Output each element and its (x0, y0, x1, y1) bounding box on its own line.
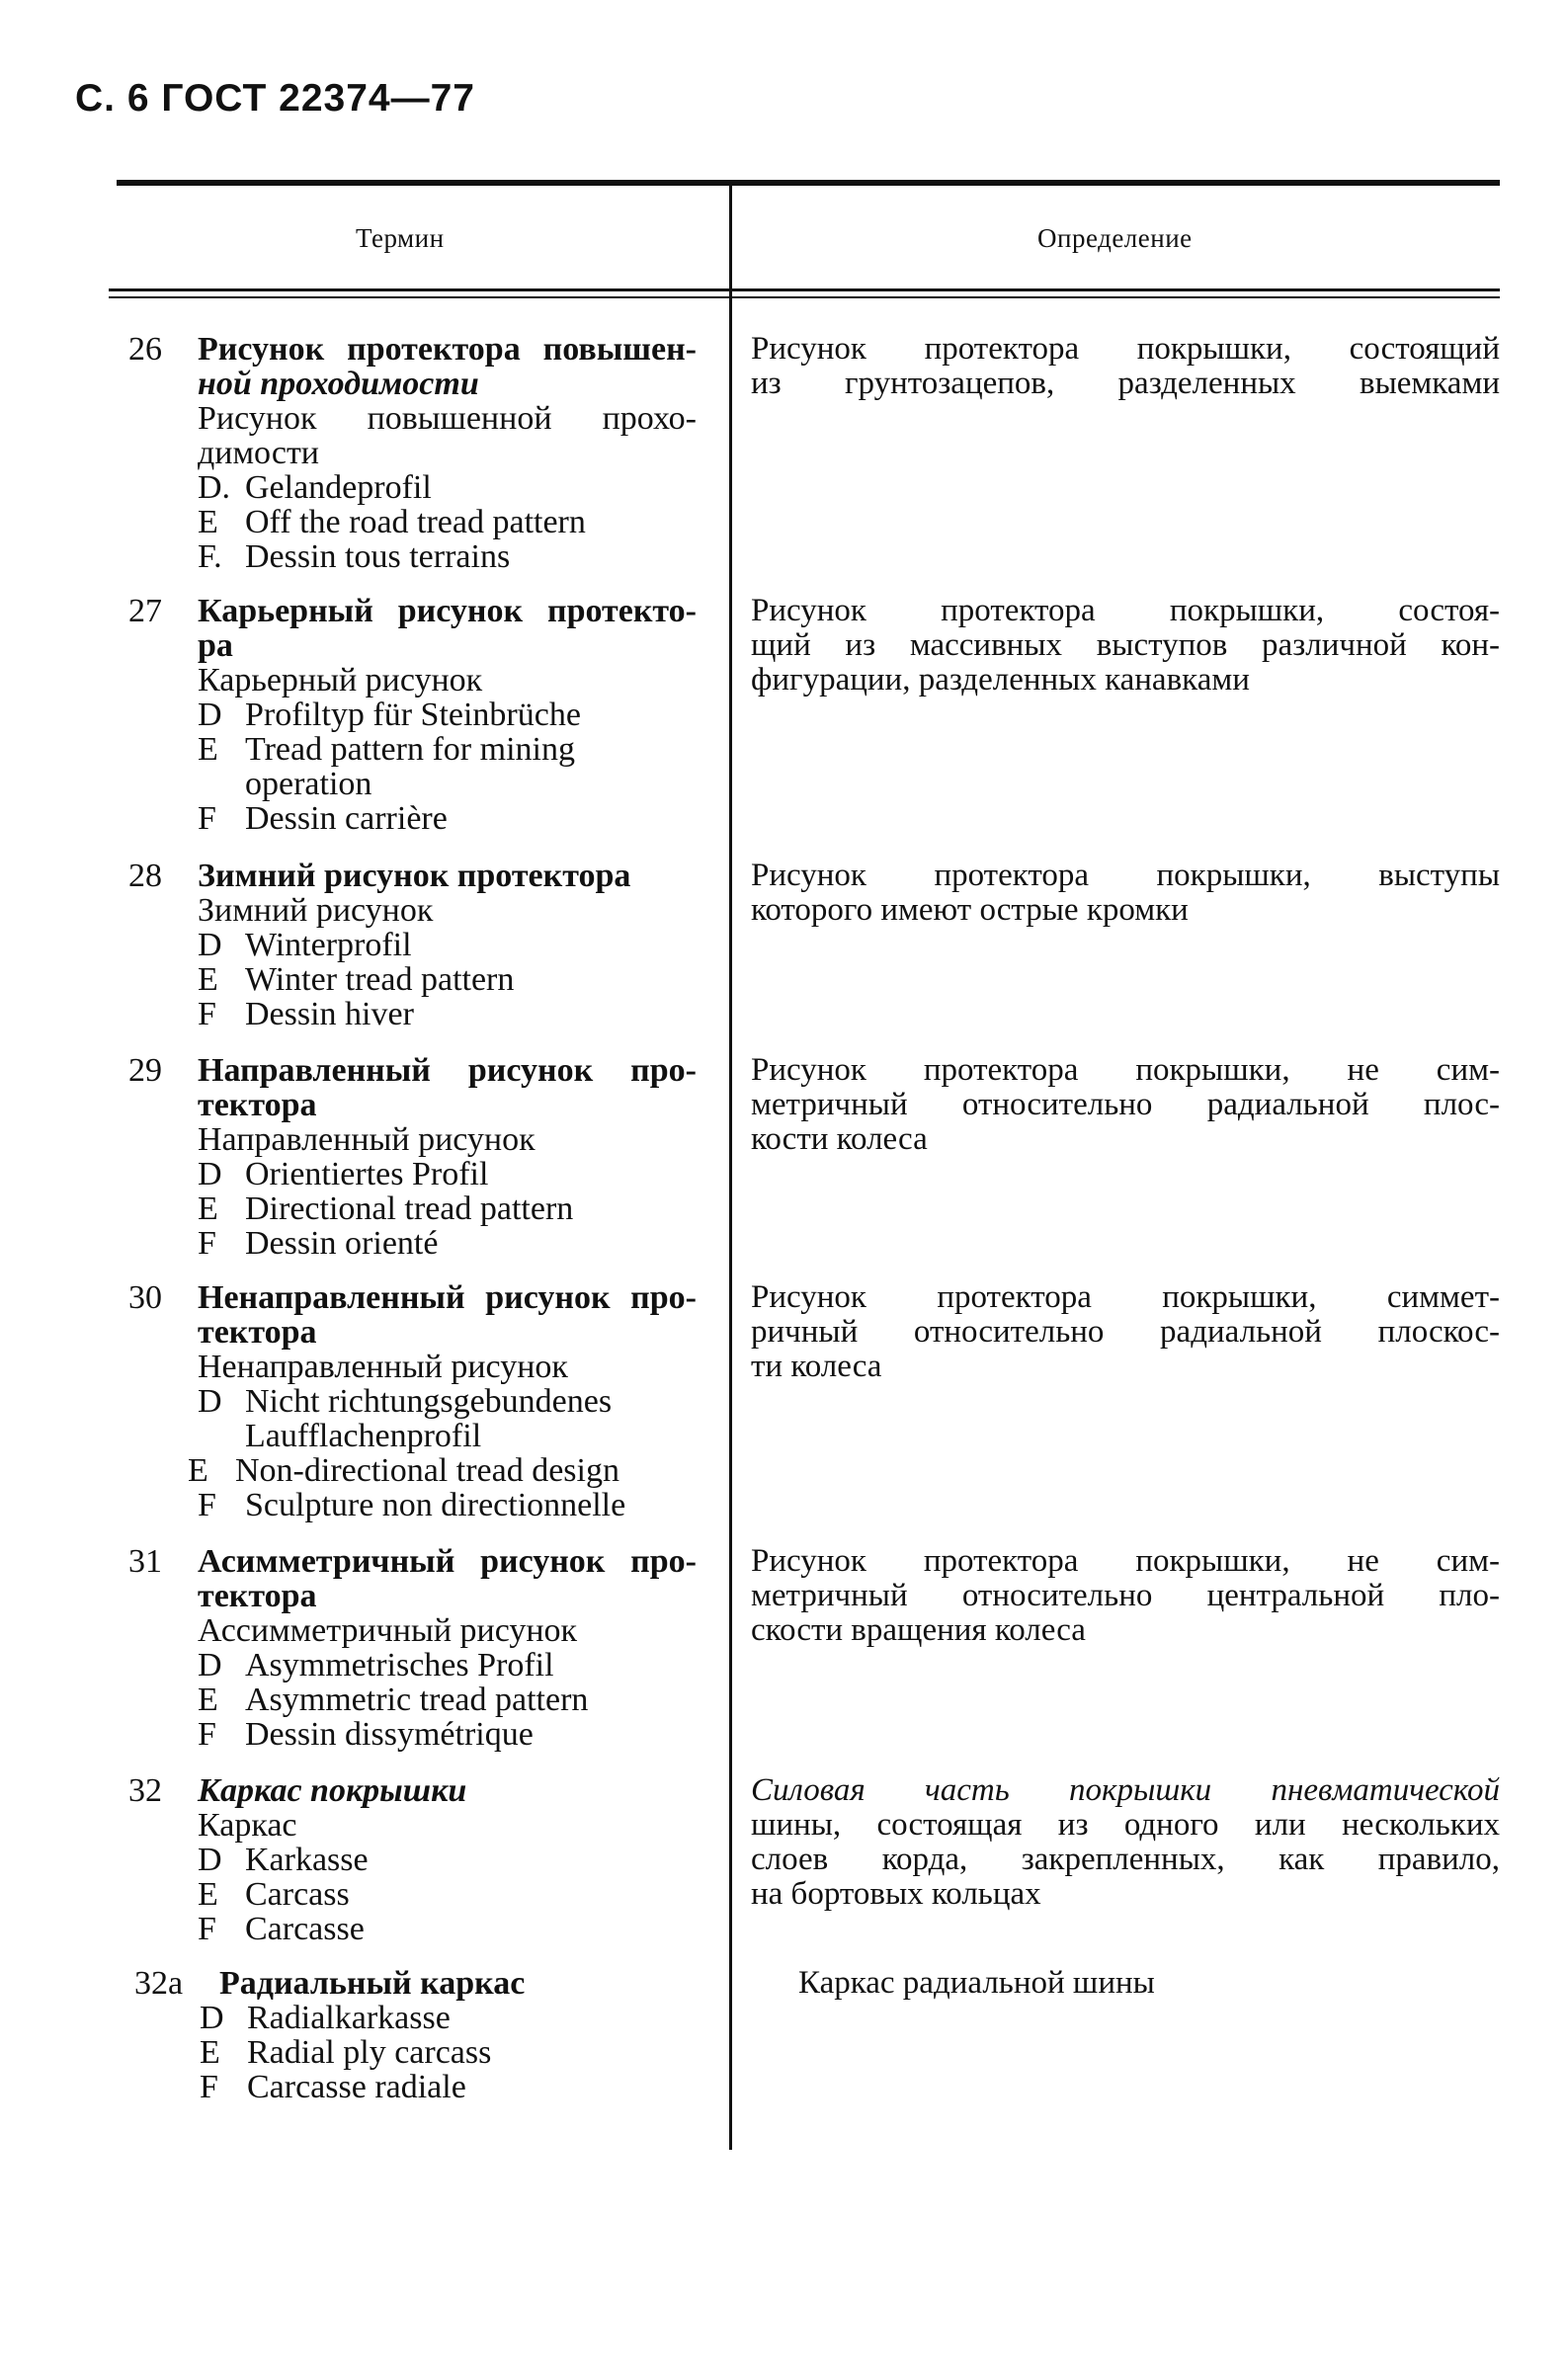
definition-block (751, 1773, 1500, 1912)
lang-equivalent: D Nicht richtungsgebundenes (198, 1383, 613, 1420)
definition-line: ричный относительно радиальной плоскос- (751, 1314, 1500, 1350)
term-block (198, 1053, 697, 1261)
definition-block (751, 332, 1500, 401)
entry-number: 30 (128, 1279, 162, 1316)
lang-equivalent: E Non-directional tread design (188, 1452, 619, 1489)
term-title: Ненаправленный рисунок про- (198, 1279, 697, 1316)
definition-line: шины, состоящая из одного или нескольких (751, 1807, 1500, 1843)
lang-equivalent: E Directional tread pattern (198, 1190, 574, 1227)
definition-line: на бортовых кольцах (751, 1876, 1041, 1912)
lang-equivalent: F Dessin dissymétrique (198, 1716, 534, 1753)
entry-number: 28 (128, 858, 162, 894)
definition-line: щий из массивных выступов различной кон- (751, 627, 1500, 663)
entry-number: 32а (134, 1965, 184, 2002)
lang-equivalent: F Dessin carrière (198, 800, 448, 837)
definition-block (751, 1280, 1500, 1384)
definition-line: Силовая часть покрышки пневматической (751, 1772, 1500, 1808)
header-double-rule-upper (109, 288, 1500, 291)
term-block (198, 332, 697, 574)
definition-line: фигурации, разделенных канавками (751, 662, 1250, 698)
lang-equivalent: D Profiltyp für Steinbrüche (198, 697, 581, 733)
entry-number: 27 (128, 593, 162, 629)
definition-line: метричный относительно радиальной плос- (751, 1087, 1500, 1122)
lang-equivalent: E Asymmetric tread pattern (198, 1682, 589, 1718)
term-block (198, 1544, 697, 1752)
lang-equivalent: F Dessin orienté (198, 1225, 439, 1262)
term-synonym: Ассимметричный рисунок (198, 1612, 578, 1649)
lang-equivalent: D. Gelandeprofil (198, 469, 432, 506)
definition-block (751, 1544, 1500, 1648)
definition-block (751, 859, 1500, 928)
definition-line: слоев корда, закрепленных, как правило, (751, 1842, 1500, 1877)
definition-line: Рисунок протектора покрышки, симмет- (751, 1279, 1500, 1315)
lang-equivalent: F. Dessin tous terrains (198, 538, 511, 575)
lang-equivalent: E Tread pattern for mining (198, 731, 575, 768)
term-synonym: Ненаправленный рисунок (198, 1349, 568, 1385)
lang-equivalent: F Carcasse (198, 1911, 365, 1947)
term-title: тектора (198, 1314, 317, 1351)
lang-equivalent: Laufflachenprofil (245, 1418, 482, 1454)
lang-equivalent: F Sculpture non directionnelle (198, 1487, 626, 1523)
column-divider (729, 186, 732, 2150)
term-block (198, 594, 697, 836)
lang-equivalent: F Carcasse radiale (200, 2069, 466, 2105)
term-block (200, 1965, 718, 2105)
table-top-rule (117, 180, 1500, 186)
lang-equivalent: D Radialkarkasse (200, 2000, 451, 2036)
lang-equivalent: D Karkasse (198, 1842, 369, 1878)
lang-equivalent: F Dessin hiver (198, 996, 414, 1032)
term-title: тектора (198, 1087, 317, 1123)
term-block (188, 1279, 697, 1523)
definition-line: Каркас радиальной шины (798, 1965, 1155, 2001)
definition-line: Рисунок протектора покрышки, состоя- (751, 593, 1500, 628)
lang-equivalent: E Radial ply carcass (200, 2034, 492, 2071)
term-synonym: Карьерный рисунок (198, 662, 483, 698)
entry-number: 26 (128, 331, 162, 368)
definition-block (751, 1053, 1500, 1157)
definition-line: Рисунок протектора покрышки, выступы (751, 858, 1500, 893)
definition-line: Рисунок протектора покрышки, не сим- (751, 1543, 1500, 1579)
term-synonym: Каркас (198, 1807, 297, 1844)
lang-equivalent: D Asymmetrisches Profil (198, 1647, 554, 1683)
term-title: Каркас покрышки (198, 1772, 467, 1809)
entry-number: 32 (128, 1772, 162, 1809)
lang-equivalent: E Winter tread pattern (198, 961, 515, 998)
term-block (198, 1773, 697, 1946)
lang-equivalent: operation (245, 766, 372, 802)
term-title: Карьерный рисунок протекто- (198, 593, 697, 629)
header-double-rule-lower (109, 296, 1500, 298)
term-synonym: Направленный рисунок (198, 1121, 536, 1158)
term-block (198, 859, 697, 1031)
term-title: Радиальный каркас (219, 1965, 526, 2002)
lang-equivalent: D Orientiertes Profil (198, 1156, 489, 1192)
lang-equivalent: D Winterprofil (198, 927, 412, 963)
lang-equivalent: E Carcass (198, 1876, 350, 1913)
definition-line: Рисунок протектора покрышки, не сим- (751, 1052, 1500, 1088)
term-title: ра (198, 627, 233, 664)
definition-line: скости вращения колеса (751, 1612, 1086, 1648)
term-synonym: Зимний рисунок (198, 892, 434, 929)
entry-number: 29 (128, 1052, 162, 1089)
definition-line: которого имеют острые кромки (751, 892, 1189, 928)
term-synonym: Рисунок повышенной прохо- (198, 400, 697, 437)
column-header-definition: Определение (1037, 223, 1193, 253)
term-synonym: димости (198, 435, 320, 471)
definition-block (798, 1966, 1547, 2001)
column-header-term: Термин (356, 223, 445, 253)
definition-line: кости колеса (751, 1121, 928, 1157)
definition-line: Рисунок протектора покрышки, состоящий (751, 331, 1500, 367)
lang-equivalent: E Off the road tread pattern (198, 504, 586, 540)
term-title: Асимметричный рисунок про- (198, 1543, 697, 1580)
term-title: ной проходимости (198, 366, 479, 402)
definition-block (751, 594, 1500, 698)
page-header: С. 6 ГОСТ 22374—77 (75, 77, 475, 120)
term-title: Направленный рисунок про- (198, 1052, 697, 1089)
entry-number: 31 (128, 1543, 162, 1580)
definition-line: ти колеса (751, 1349, 882, 1384)
term-title: Рисунок протектора повышен- (198, 331, 697, 368)
definition-line: метричный относительно центральной пло- (751, 1578, 1500, 1613)
term-title: тектора (198, 1578, 317, 1614)
definition-line: из грунтозацепов, разделенных выемками (751, 366, 1500, 401)
term-title: Зимний рисунок протектора (198, 858, 631, 894)
